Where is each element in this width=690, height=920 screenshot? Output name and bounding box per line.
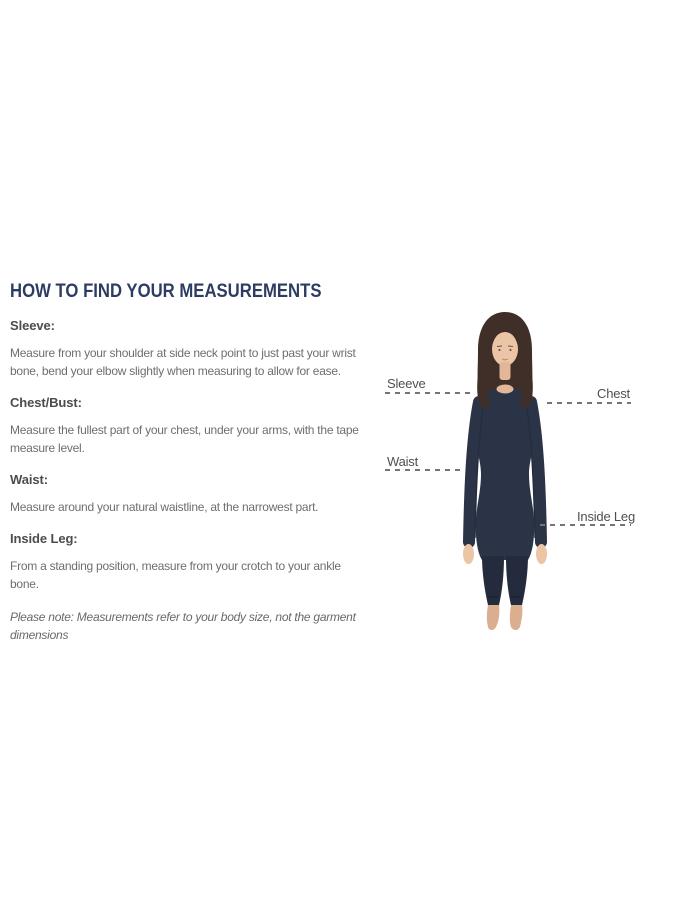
- section-heading-sleeve: Sleeve:: [10, 318, 55, 333]
- section-body-sleeve: Measure from your shoulder at side neck point to just past your wrist bone, bend your elbow slightly when measuring to allow for ease.: [10, 346, 356, 378]
- model-eye-right: [510, 349, 512, 351]
- measurement-instructions: [10, 318, 366, 659]
- model-eye-left: [499, 349, 501, 351]
- model-neck: [500, 362, 511, 380]
- waist-measure-label: Waist: [387, 454, 419, 469]
- sleeve-measure-label: Sleeve: [387, 376, 426, 391]
- model-leggings-right-leg: [506, 556, 528, 605]
- section-body-chest-bust: Measure the fullest part of your chest, under your arms, with the tape measure level.: [10, 423, 359, 455]
- page-title: HOW TO FIND YOUR MEASUREMENTS: [10, 281, 322, 302]
- chest-measure-label: Chest: [597, 386, 630, 401]
- section-heading-waist: Waist:: [10, 472, 48, 487]
- model-photo-illustration: [447, 308, 563, 638]
- model-foot-right: [510, 605, 523, 630]
- model-hand-left: [463, 544, 474, 564]
- model-brow-left: [497, 346, 502, 347]
- section-body-waist: Measure around your natural waistline, at the narrowest part.: [10, 500, 319, 514]
- waist-measure-line: [385, 469, 465, 471]
- model-foot-left: [487, 605, 500, 630]
- measurement-diagram: [380, 300, 680, 645]
- model-face: [492, 332, 518, 366]
- inside-leg-measure-label: Inside Leg: [577, 509, 635, 524]
- model-brow-right: [508, 346, 513, 347]
- section-heading-inside-leg: Inside Leg:: [10, 531, 78, 546]
- inside-leg-measure-line: [540, 524, 631, 526]
- model-neckline: [497, 385, 514, 394]
- section-body-inside-leg: From a standing position, measure from your crotch to your ankle bone.: [10, 559, 341, 591]
- model-top-garment: [474, 388, 535, 560]
- model-hand-right: [536, 544, 547, 564]
- sleeve-measure-line: [385, 392, 472, 394]
- body-size-note: Please note: Measurements refer to your body size, not the garment dimensions: [10, 610, 356, 642]
- model-leggings-left-leg: [482, 556, 504, 605]
- section-heading-chest-bust: Chest/Bust:: [10, 395, 82, 410]
- chest-measure-line: [547, 402, 631, 404]
